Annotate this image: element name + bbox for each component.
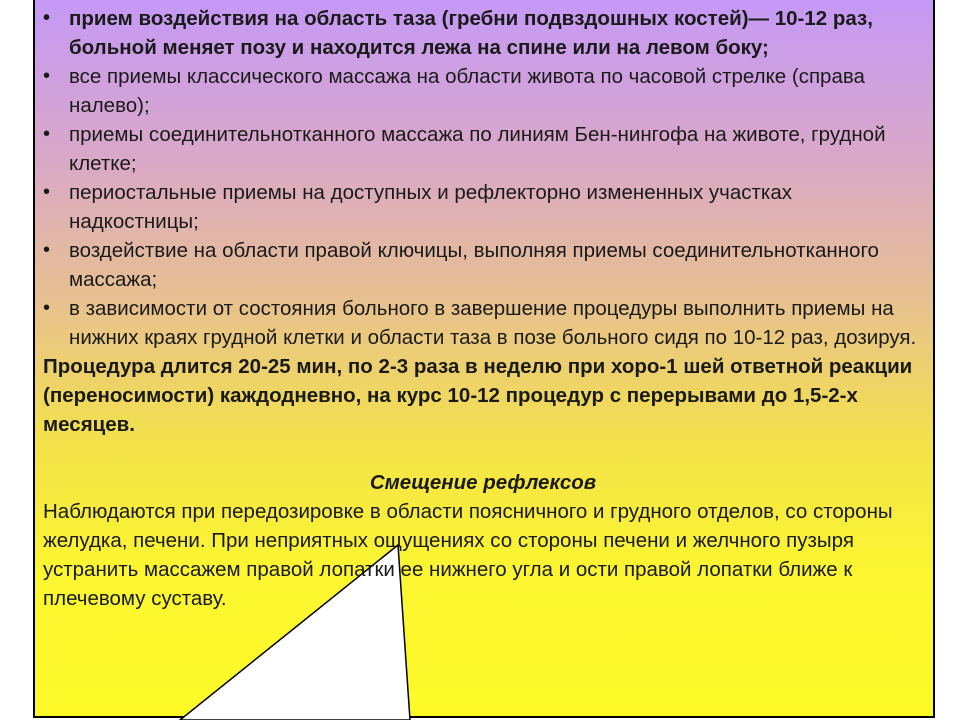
list-item-text: в зависимости от состояния больного в завершение процедуры выполнить приемы на нижних краях грудной клетки и области таза в позе больного сидя по 10-12 раз, дозируя.	[69, 297, 917, 349]
list-item	[43, 178, 923, 236]
bullet-icon: •	[43, 181, 51, 203]
spacer	[43, 439, 923, 468]
list-item	[43, 4, 923, 62]
section-title: Смещение рефлексов	[369, 471, 597, 494]
list-item-text: периостальные приемы на доступных и рефлекторно измененных участках надкостницы;	[69, 181, 792, 233]
list-item	[43, 62, 923, 120]
list-item	[43, 120, 923, 178]
bullet-icon: •	[43, 239, 51, 261]
list-item-text: прием воздействия на область таза (гребни подвздошных костей)— 10-12 раз, больной меняет позу и находится лежа на спине или на левом боку;	[69, 7, 873, 59]
list-item-text: все приемы классического массажа на области живота по часовой стрелке (справа налево);	[69, 65, 865, 117]
bullet-icon: •	[43, 65, 51, 87]
list-item	[43, 294, 923, 352]
list-item-text: приемы соединительнотканного массажа по линиям Бен-нингофа на животе, грудной клетке;	[69, 123, 886, 175]
bullet-icon: •	[43, 123, 51, 145]
list-item	[43, 236, 923, 294]
procedure-summary: Процедура длится 20-25 мин, по 2-3 раза в неделю при хоро-1 шей ответной реакции (переносимости) каждодневно, на курс 10-12 процедур с перерывами до 1,5-2-х месяцев.	[43, 355, 913, 436]
bullet-list	[43, 4, 923, 352]
bullet-icon: •	[43, 7, 51, 29]
section-paragraph: Наблюдаются при передозировке в области поясничного и грудного отделов, со стороны желудка, печени. При неприятных ощущениях со стороны печени и желчного пузыря устранить массажем правой лопатки ее нижнего угла и ости правой лопатки ближе к плечевому суставу.	[43, 500, 893, 610]
list-item-text: воздействие на области правой ключицы, выполняя приемы соединительнотканного массажа;	[69, 239, 879, 291]
slide-content	[43, 4, 923, 613]
bullet-icon: •	[43, 297, 51, 319]
